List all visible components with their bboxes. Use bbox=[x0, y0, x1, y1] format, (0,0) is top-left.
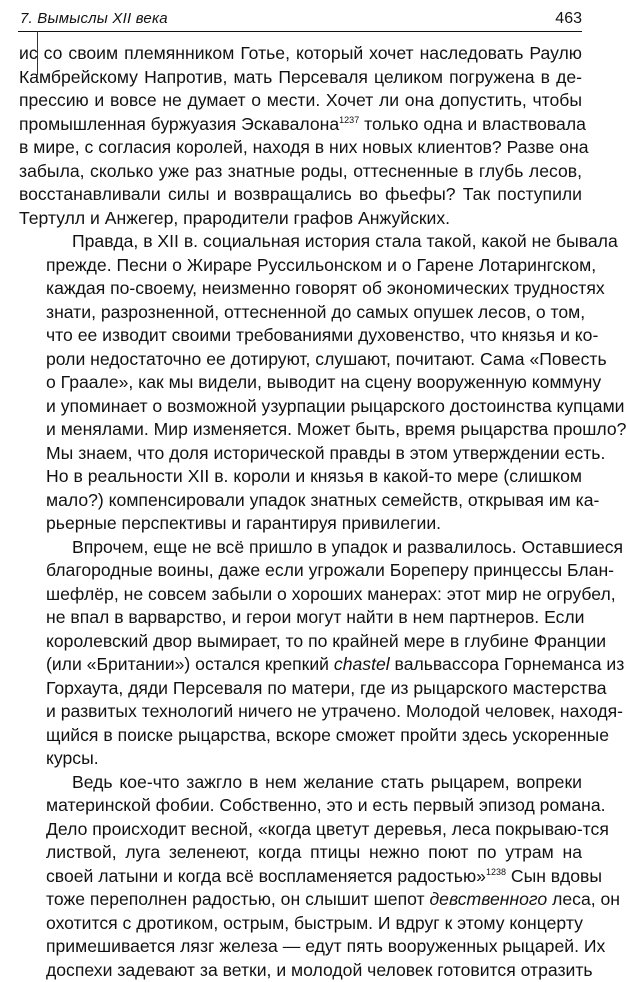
paragraph bbox=[19, 42, 582, 230]
page-number: 463 bbox=[555, 10, 582, 28]
text-line bbox=[19, 653, 582, 677]
paragraph bbox=[19, 536, 582, 771]
text-line: роли недостаточно ее дотируют, слушают, почитают. Сама «Повесть bbox=[19, 348, 582, 372]
text-line: щийся в поиске рыцарства, вскоре сможет пройти здесь ускоренные bbox=[19, 724, 582, 748]
text-segment: Сын вдовы bbox=[506, 866, 602, 886]
footnote-ref: 1237 bbox=[339, 115, 359, 125]
text-line: примешивается лязг железа — едут пять вооруженных рыцарей. Их bbox=[19, 935, 582, 959]
text-segment: промышленная буржуазия Эскавалона bbox=[19, 114, 339, 134]
text-line: Но в реальности XII в. короли и князья в какой-то мере (слишком bbox=[19, 465, 582, 489]
text-segment: только одна и властвовала bbox=[359, 114, 586, 134]
text-line: каждая по-своему, неизменно говорят об экономических трудностях bbox=[19, 277, 582, 301]
footnote-ref: 1238 bbox=[486, 867, 506, 877]
text-line: королевский двор вымирает, то по крайней мере в глубине Франции bbox=[19, 630, 582, 654]
text-line: забыла, сколько уже раз знатные роды, оттесненные в глубь лесов, bbox=[19, 160, 582, 184]
text-line: доспехи задевают за ветки, и молодой человек готовится отразить bbox=[19, 959, 582, 982]
text-line: Мы знаем, что доля исторической правды в этом утверждении есть. bbox=[19, 442, 582, 466]
text-line: не впал в варварство, и герои могут найти в нем партнеров. Если bbox=[19, 606, 582, 630]
text-line: восстанавливали силы и возвращались во фьефы? Так поступили bbox=[19, 183, 582, 207]
text-line: Правда, в XII в. социальная история стала такой, какой не бывала bbox=[19, 230, 582, 254]
header-rule bbox=[18, 31, 582, 32]
text-line bbox=[19, 888, 582, 912]
chapter-title: 7. Вымыслы XII века bbox=[20, 10, 168, 27]
text-line: и упоминает о возможной узурпации рыцарского достоинства купцами bbox=[19, 395, 582, 419]
text-line: Тертулл и Анжегер, прародители графов Анжуйских. bbox=[19, 207, 582, 231]
text-line: благородные воины, даже если угрожали Борепеpу принцессы Блан- bbox=[19, 559, 582, 583]
paragraph bbox=[19, 771, 582, 982]
text-line: Ведь кое-что зажгло в нем желание стать рыцарем, вопреки bbox=[19, 771, 582, 795]
text-line: ис со своим племянником Готье, который хочет наследовать Раулю bbox=[19, 42, 582, 66]
text-line: мало?) компенсировали упадок знатных семейств, открывая им ка- bbox=[19, 489, 582, 513]
text-line: Горхаута, дяди Персеваля по матери, где из рыцарского мастерства bbox=[19, 677, 582, 701]
text-line: материнской фобии. Собственно, это и есть первый эпизод романа. bbox=[19, 794, 582, 818]
italic-term: девственного bbox=[429, 889, 547, 909]
text-line: листвой, луга зеленеют, когда птицы нежно поют по утрам на bbox=[19, 841, 582, 865]
text-segment: вальвассора Горнеманса из bbox=[390, 654, 625, 674]
text-segment: леса, он bbox=[547, 889, 620, 909]
text-segment: (или «Британии») остался крепкий bbox=[46, 654, 334, 674]
text-line: шефлёр, не совсем забыли о хороших манерах: этот мир не огрубел, bbox=[19, 583, 582, 607]
text-line: о Граале», как мы видели, выводит на сцену вооруженную коммуну bbox=[19, 371, 582, 395]
text-line: и развитых технологий ничего не утрачено. Молодой человек, находя- bbox=[19, 700, 582, 724]
text-segment: тоже переполнен радостью, он слышит шепот bbox=[46, 889, 429, 909]
text-line: в мире, с согласия королей, находя в них новых клиентов? Разве она bbox=[19, 136, 582, 160]
text-line: Впрочем, еще не всё пришло в упадок и развалилось. Оставшиеся bbox=[19, 536, 582, 560]
text-line: знати, разрозненной, оттесненной до самых опушек лесов, о том, bbox=[19, 301, 582, 325]
text-line bbox=[19, 865, 582, 889]
text-line: Дело происходит весной, «когда цветут деревья, леса покрываю-тся bbox=[19, 818, 582, 842]
text-line: Камбрейскому Напротив, мать Персеваля целиком погружена в де- bbox=[19, 66, 582, 90]
italic-term: chastel bbox=[334, 654, 390, 674]
text-segment: своей латыни и когда всё воспламеняется радостью» bbox=[46, 866, 486, 886]
text-line: что ее изводит своими требованиями духовенство, что князья и ко- bbox=[19, 324, 582, 348]
text-line: прессию и вовсе не думает о мести. Хочет ли она допустить, чтобы bbox=[19, 89, 582, 113]
text-line: охотится с дротиком, острым, быстрым. И вдруг к этому концерту bbox=[19, 912, 582, 936]
text-line: курсы. bbox=[19, 747, 582, 771]
text-line: прежде. Песни о Жираре Руссильонском и о Гарене Лотарингском, bbox=[19, 254, 582, 278]
body-text bbox=[19, 42, 582, 982]
running-header bbox=[20, 6, 582, 32]
paragraph bbox=[19, 230, 582, 536]
text-line: рьерные перспективы и гарантируя привилегии. bbox=[19, 512, 582, 536]
text-line bbox=[19, 113, 582, 137]
text-line: и менялами. Мир изменяется. Может быть, время рыцарства прошло? bbox=[19, 418, 582, 442]
